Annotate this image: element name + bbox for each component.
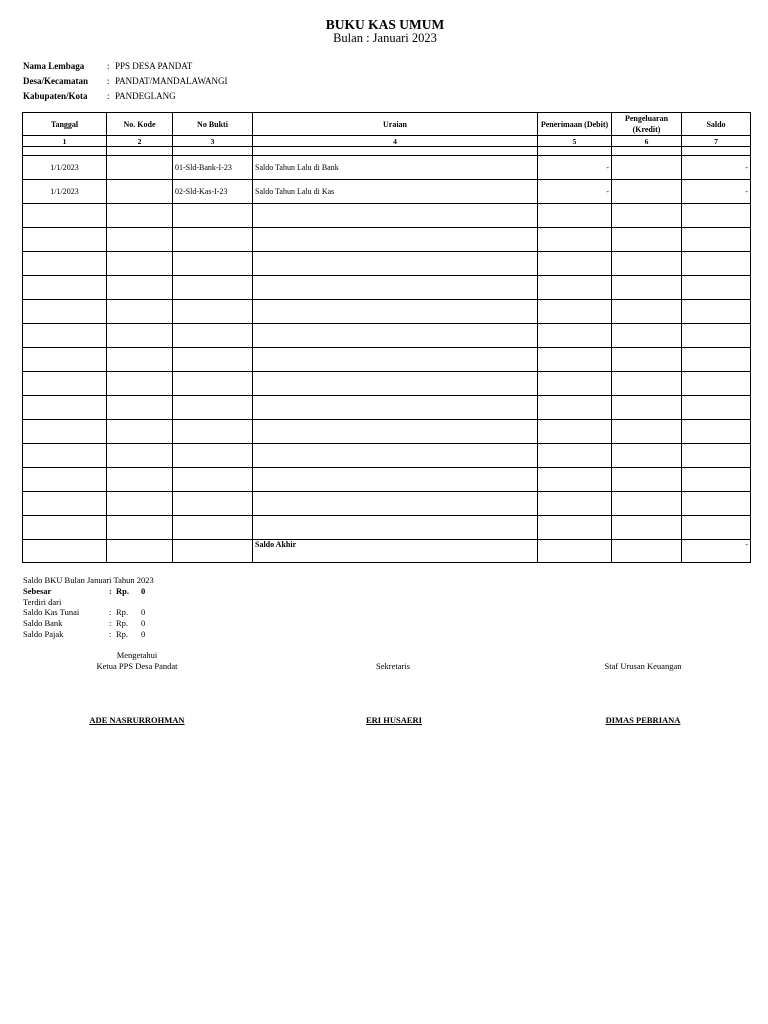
table-spacer-row <box>23 147 751 156</box>
empty-table-row <box>23 372 751 396</box>
header-uraian: Uraian <box>253 113 538 136</box>
column-number-row: 1 2 3 4 5 6 7 <box>23 136 751 147</box>
header-saldo: Saldo <box>682 113 751 136</box>
header-no-kode: No. Kode <box>107 113 173 136</box>
empty-table-row <box>23 348 751 372</box>
empty-table-row <box>23 228 751 252</box>
info-label: Desa/Kecamatan <box>23 76 88 86</box>
empty-table-row <box>23 492 751 516</box>
info-label: Kabupaten/Kota <box>23 91 88 101</box>
header-pengeluaran: Pengeluaran (Kredit) <box>612 113 682 136</box>
document-subtitle: Bulan : Januari 2023 <box>333 31 437 45</box>
empty-table-row <box>23 252 751 276</box>
mengetahui-label: Mengetahui <box>116 650 158 660</box>
header-no-bukti: No Bukti <box>173 113 253 136</box>
cash-book-table <box>22 112 751 563</box>
document-title: BUKU KAS UMUM <box>325 17 445 32</box>
info-value: PANDEGLANG <box>115 91 176 101</box>
ketua-name: ADE NASRURROHMAN <box>89 715 185 725</box>
saldo-akhir-value: - <box>682 540 751 563</box>
empty-table-row <box>23 444 751 468</box>
staf-name: DIMAS PEBRIANA <box>605 715 681 725</box>
header-tanggal: Tanggal <box>23 113 107 136</box>
sekretaris-title: Sekretaris <box>376 661 410 671</box>
empty-table-row <box>23 276 751 300</box>
empty-table-row <box>23 420 751 444</box>
saldo-akhir-label: Saldo Akhir <box>253 540 538 563</box>
info-label: Nama Lembaga <box>23 61 85 71</box>
empty-table-row <box>23 300 751 324</box>
table-row: 1/1/2023 01-Sld-Bank-I-23 Saldo Tahun Lalu di Bank - - <box>23 156 751 180</box>
empty-table-row <box>23 204 751 228</box>
table-row: 1/1/2023 02-Sld-Kas-I-23 Saldo Tahun Lalu di Kas - - <box>23 180 751 204</box>
header-penerimaan: Penerimaan (Debit) <box>538 113 612 136</box>
saldo-akhir-row <box>23 540 751 563</box>
sekretaris-name: ERI HUSAERI <box>366 715 422 725</box>
empty-table-row <box>23 516 751 540</box>
ketua-title: Ketua PPS Desa Pandat <box>96 661 178 671</box>
info-value: PANDAT/MANDALAWANGI <box>115 76 228 86</box>
table-header-row <box>23 113 751 136</box>
empty-table-row <box>23 324 751 348</box>
info-value: PPS DESA PANDAT <box>115 61 193 71</box>
staf-title: Staf Urusan Keuangan <box>604 661 682 671</box>
empty-table-row <box>23 396 751 420</box>
empty-table-row <box>23 468 751 492</box>
